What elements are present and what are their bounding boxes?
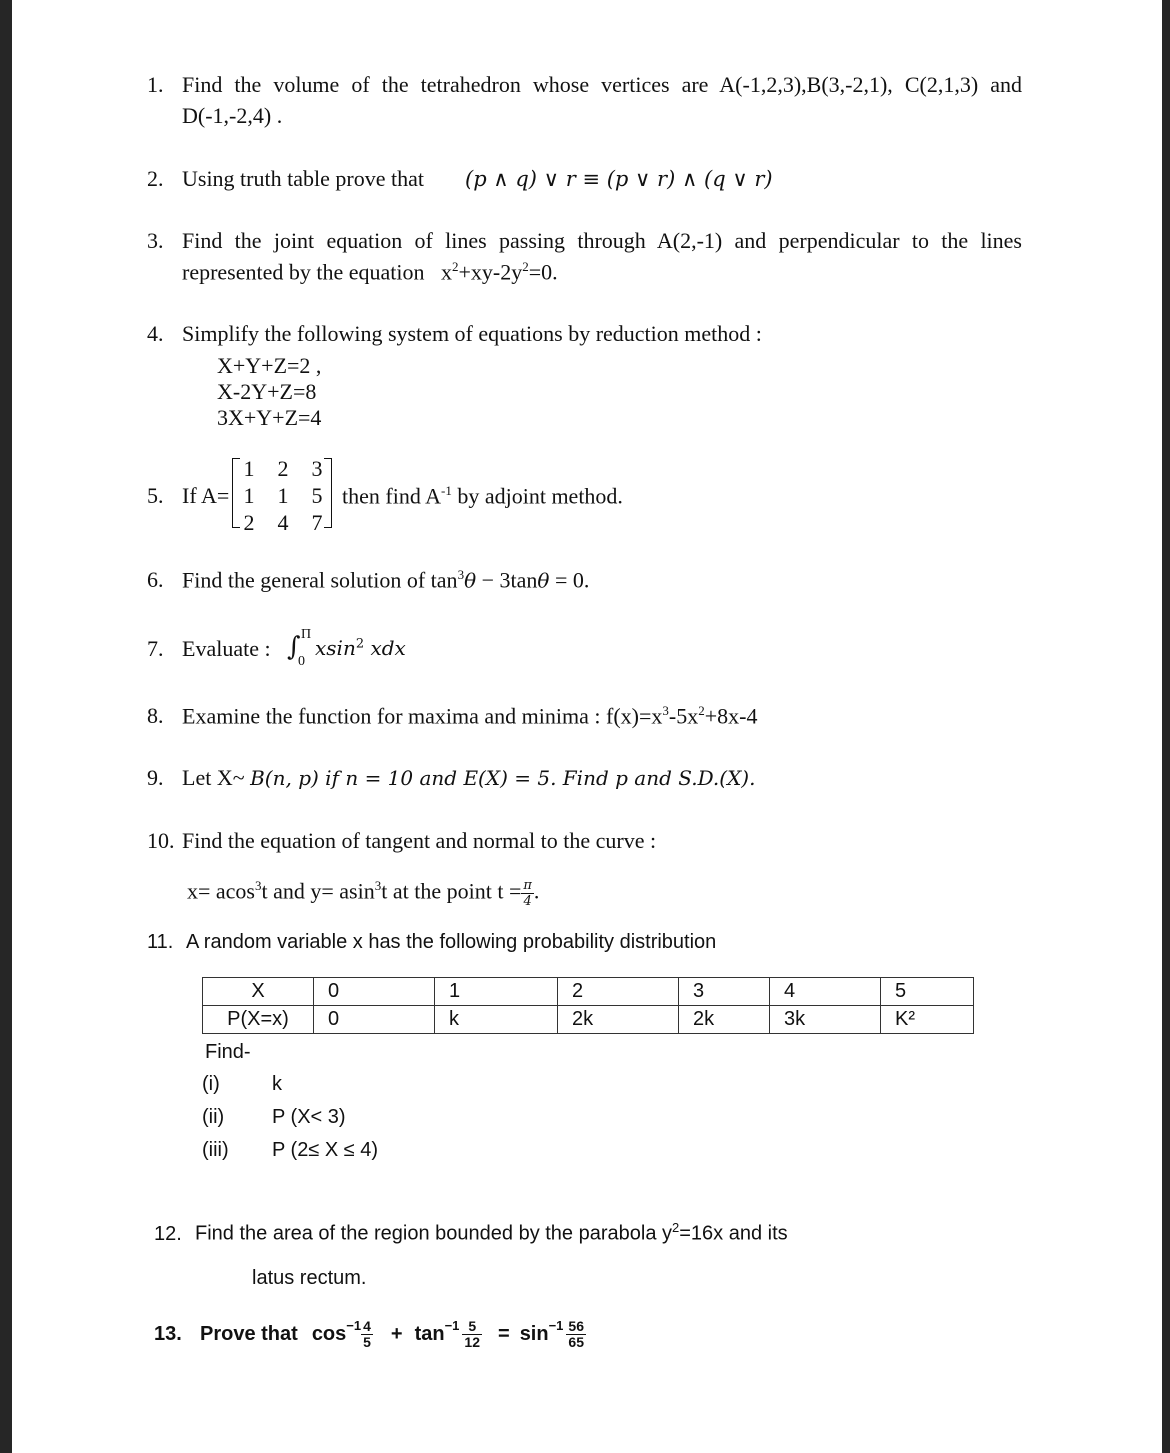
matrix-cell: 5 xyxy=(311,483,323,508)
matrix-cell: 3 xyxy=(311,456,323,481)
matrix-cell: 2 xyxy=(277,456,289,481)
matrix-cell: 1 xyxy=(243,456,255,481)
question-number: 3. xyxy=(147,228,164,253)
question-number: 13. xyxy=(154,1322,182,1345)
question-text: Using truth table prove that xyxy=(182,166,424,191)
equation-2: X-2Y+Z=8 xyxy=(217,379,317,404)
question-number: 4. xyxy=(147,321,164,346)
table-cell: 5 xyxy=(881,978,974,1006)
question-number: 8. xyxy=(147,703,164,729)
matrix-cell: 7 xyxy=(311,510,323,535)
matrix-cell: 2 xyxy=(243,510,255,535)
question-text: Find the volume of the tetrahedron whose vertices are A(-1,2,3),B(3,-2,1), C(2,1,3) and xyxy=(182,72,1022,97)
logic-expression: (p ∧ q) ∨ r ≡ (p ∨ r) ∧ (q ∨ r) xyxy=(465,167,773,191)
question-13: 13. Prove that cos $^{-1}$ $\frac{4}{5}$ + tan $^{-1}$ $\frac{5}{12}$ = sin $^{-1}$ $\frac{56}{65}$ xyxy=(154,1317,584,1350)
question-text: Simplify the following system of equations by reduction method : xyxy=(182,321,762,346)
matrix-a xyxy=(232,456,342,534)
matrix-cell: 1 xyxy=(277,483,289,508)
integral-sign: ∫ xyxy=(287,632,301,662)
question-number: 1. xyxy=(147,72,164,97)
question-number: 9. xyxy=(147,765,164,790)
table-cell: 3 xyxy=(679,978,770,1006)
integral-upper-limit: Π xyxy=(301,627,312,642)
table-cell: 1 xyxy=(435,978,558,1006)
question-text: Evaluate : xyxy=(182,636,271,661)
part-text: P (X< 3) xyxy=(272,1106,346,1128)
part-text: k xyxy=(272,1073,282,1095)
table-cell: 3k xyxy=(770,1006,881,1034)
table-cell: 2k xyxy=(558,1006,679,1034)
table-cell: k xyxy=(435,1006,558,1034)
table-cell: 0 xyxy=(314,1006,435,1034)
question-text: Let X~ xyxy=(182,765,251,790)
question-text-continued: represented by the equation $x^2+xy-2y^2=0$. xyxy=(182,259,558,285)
matrix-right-bracket xyxy=(324,458,332,528)
question-number: 10. xyxy=(147,828,175,853)
question-text: Examine the function for maxima and minima : f(x)=x xyxy=(182,703,663,729)
math-expression: B(n, p) if n = 10 and E(X) = 5. Find p and S.D.(X). xyxy=(250,766,756,790)
part-text: P (2≤ X ≤ 4) xyxy=(272,1139,379,1161)
question-text-continued: D(-1,-2,4) . xyxy=(182,103,283,128)
question-12-continued: latus rectum. xyxy=(252,1267,367,1289)
probability-table xyxy=(202,977,974,1034)
integral-lower-limit: 0 xyxy=(298,654,305,669)
table-cell: 2k xyxy=(679,1006,770,1034)
matrix-cell: 4 xyxy=(277,510,289,535)
table-cell: X xyxy=(203,978,314,1006)
question-text: Find the joint equation of lines passing through A(2,-1) and perpendicular to the lines xyxy=(182,228,1022,253)
question-text: A random variable x has the following probability distribution xyxy=(186,931,717,953)
question-number: 12. xyxy=(154,1222,182,1245)
question-text: Prove that xyxy=(200,1322,298,1345)
table-cell: 4 xyxy=(770,978,881,1006)
question-number: 7. xyxy=(147,636,164,661)
curve-equation: x= acos$^3$t and y= asin$^3$t at the point t = $\frac{\pi}{4}$ . xyxy=(187,878,540,909)
equation-3: 3X+Y+Z=4 xyxy=(217,405,322,430)
find-label: Find- xyxy=(205,1041,251,1063)
question-number: 5. xyxy=(147,483,164,508)
question-text: Find the equation of tangent and normal to the curve : xyxy=(182,828,657,853)
question-text: then find $A^{-1}$ by adjoint method. xyxy=(342,483,623,509)
question-number: 11. xyxy=(147,931,174,953)
part-label: (i) xyxy=(202,1073,220,1095)
left-frame-bar xyxy=(0,0,12,1453)
question-12: 12. Find the area of the region bounded by the parabola $y^2=16x$ and its xyxy=(154,1220,788,1245)
table-cell: 0 xyxy=(314,978,435,1006)
right-frame-bar xyxy=(1162,0,1170,1453)
question-number: 6. xyxy=(147,567,164,593)
question-text: Find the general solution of tan xyxy=(182,567,458,593)
matrix-cell: 1 xyxy=(243,483,255,508)
table-row xyxy=(203,1006,974,1034)
part-label: (ii) xyxy=(202,1106,225,1128)
part-label: (iii) xyxy=(202,1139,229,1161)
table-cell: 2 xyxy=(558,978,679,1006)
table-cell: K² xyxy=(881,1006,974,1034)
question-number: 2. xyxy=(147,166,164,191)
equation-1: X+Y+Z=2 , xyxy=(217,353,322,378)
matrix-label: If A= xyxy=(182,483,230,508)
table-row xyxy=(203,978,974,1006)
table-cell: P(X=x) xyxy=(203,1006,314,1034)
integrand: xsin$^2$ xdx xyxy=(315,636,406,660)
